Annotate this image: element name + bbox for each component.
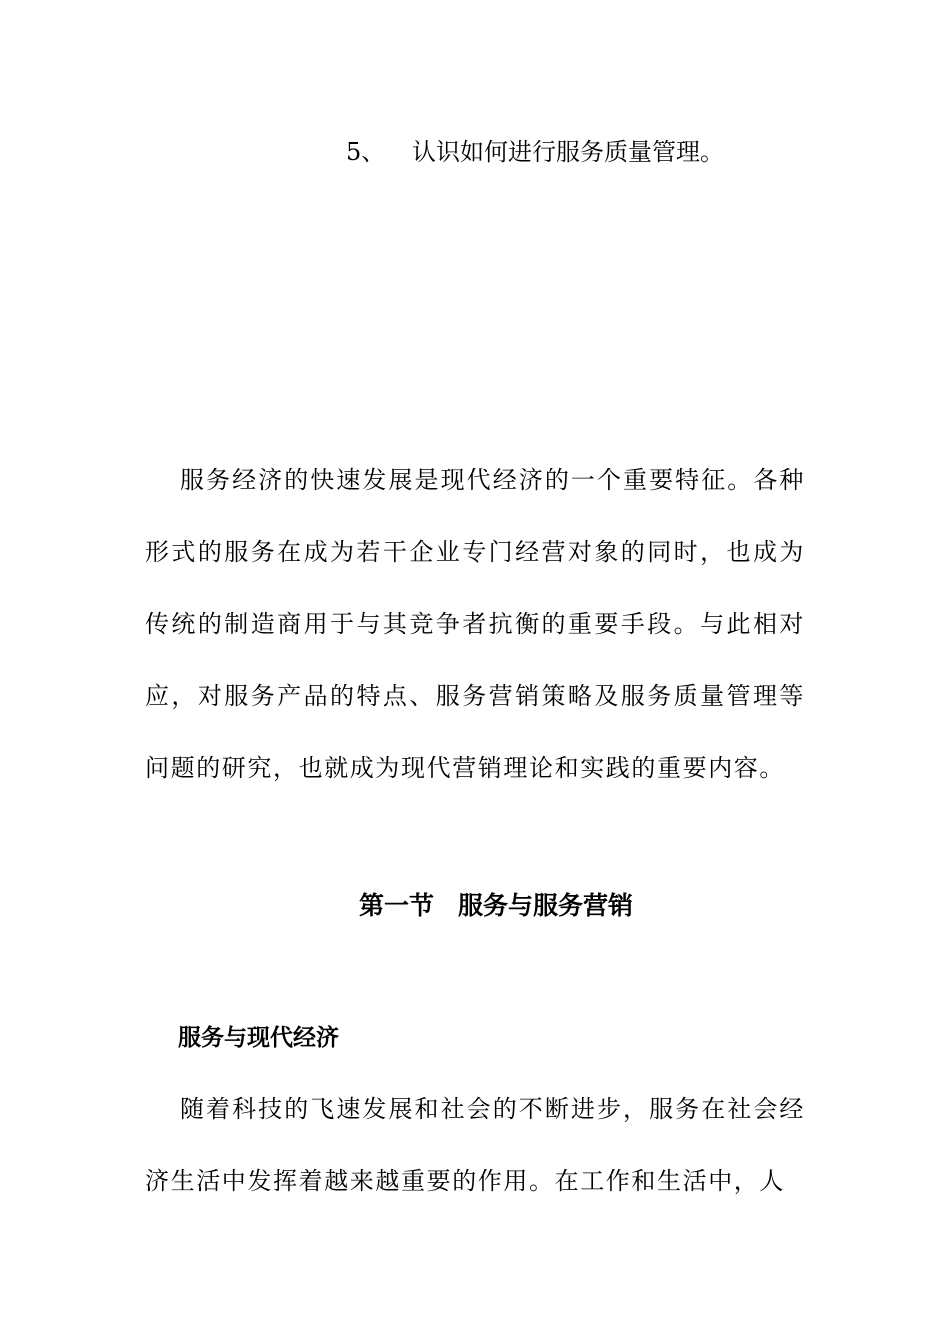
body-paragraph: 随着科技的飞速发展和社会的不断进步，服务在社会经济生活中发挥着越来越重要的作用。在工作和生活中，人 [145,1095,805,1195]
intro-paragraph: 服务经济的快速发展是现代经济的一个重要特征。各种形式的服务在成为若干企业专门经营对象的同时，也成为传统的制造商用于与其竞争者抗衡的重要手段。与此相对应，对服务产品的特点、服务营销策略及服务质量管理等问题的研究，也就成为现代营销理论和实践的重要内容。 [145,466,805,782]
section-title-text: 服务与服务营销 [458,891,634,920]
section-number: 第一节 [358,891,434,920]
section-heading [0,888,950,924]
objective-list-item [346,134,724,170]
list-item-text: 认识如何进行服务质量管理。 [412,138,724,166]
list-item-number: 5、 [346,138,386,166]
subsection-heading: 服务与现代经济 [178,1025,339,1051]
